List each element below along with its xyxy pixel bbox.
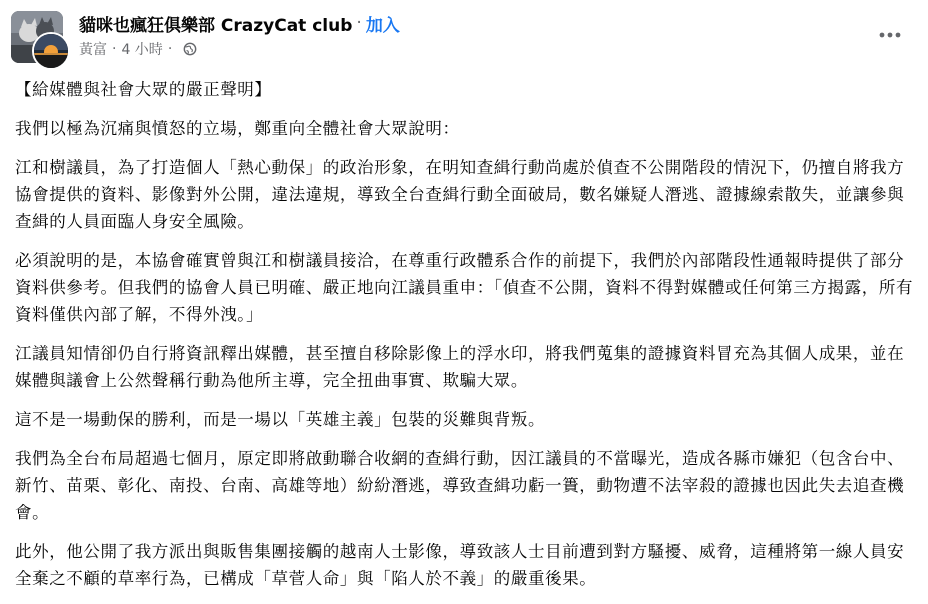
author-avatar-image [34,34,68,68]
post-paragraph: 我們以極為沉痛與憤怒的立場，鄭重向全體社會大眾說明： [15,119,460,138]
post-meta-row [79,38,197,60]
author-avatar[interactable] [32,32,70,70]
group-name-link[interactable]: 貓咪也瘋狂俱樂部 CrazyCat club [79,15,353,36]
post-heading: 【給媒體與社會大眾的嚴正聲明】 [15,80,272,99]
post-paragraph: 這不是一場動保的勝利，而是一場以「英雄主義」包裝的災難與背叛。 [15,410,546,429]
title-separator: · [356,13,362,33]
join-group-button[interactable]: 加入 [365,15,400,36]
post-timestamp-link[interactable]: 4 小時 [121,42,163,58]
author-name-link[interactable]: 黃富 [79,42,107,58]
post-header [0,0,928,70]
post-paragraph: 江議員知情卻仍自行將資訊釋出媒體，甚至擅自移除影像上的浮水印，將我們蒐集的證據資料冒充為其個人成果，並在媒體與議會上公然聲稱行動為他所主導，完全扭曲事實、欺騙大眾。 [15,344,905,390]
more-horizontal-icon [879,32,901,38]
post-body [15,76,918,604]
post-paragraph: 我們為全台布局超過七個月，原定即將啟動聯合收網的查緝行動，因江議員的不當曝光，造成各縣市嫌犯（包含台中、新竹、苗栗、彰化、南投、台南、高雄等地）紛紛潛逃，導致查緝功虧一簣，動物遭不法宰殺的證據也因此失去追查機會。 [15,449,905,522]
globe-icon[interactable] [183,42,197,56]
meta-separator-2: · [167,41,173,57]
post-paragraph: 江和樹議員，為了打造個人「熱心動保」的政治形象，在明知查緝行動尚處於偵查不公開階段的情況下，仍擅自將我方協會提供的資料、影像對外公開，違法違規，導致全台查緝行動全面破局，數名嫌疑人潛逃、證據線索散失，並讓參與查緝的人員面臨人身安全風險。 [15,158,905,231]
meta-separator: · [112,41,117,57]
post-paragraph: 必須說明的是，本協會確實曾與江和樹議員接洽，在尊重行政體系合作的前提下，我們於內部階段性通報時提供了部分資料供參考。但我們的協會人員已明確、嚴正地向江議員重申：「偵查不公開，資料不得對媒體或任何第三方揭露，所有資料僅供內部了解，不得外洩。」 [15,251,914,324]
post-paragraph: 此外，他公開了我方派出與販售集團接觸的越南人士影像，導致該人士目前遭到對方騷擾、威脅，這種將第一線人員安全棄之不顧的草率行為，已構成「草菅人命」與「陷人於不義」的嚴重後果。 [15,542,905,588]
post-title-row [79,10,400,36]
more-options-button[interactable] [872,20,908,50]
